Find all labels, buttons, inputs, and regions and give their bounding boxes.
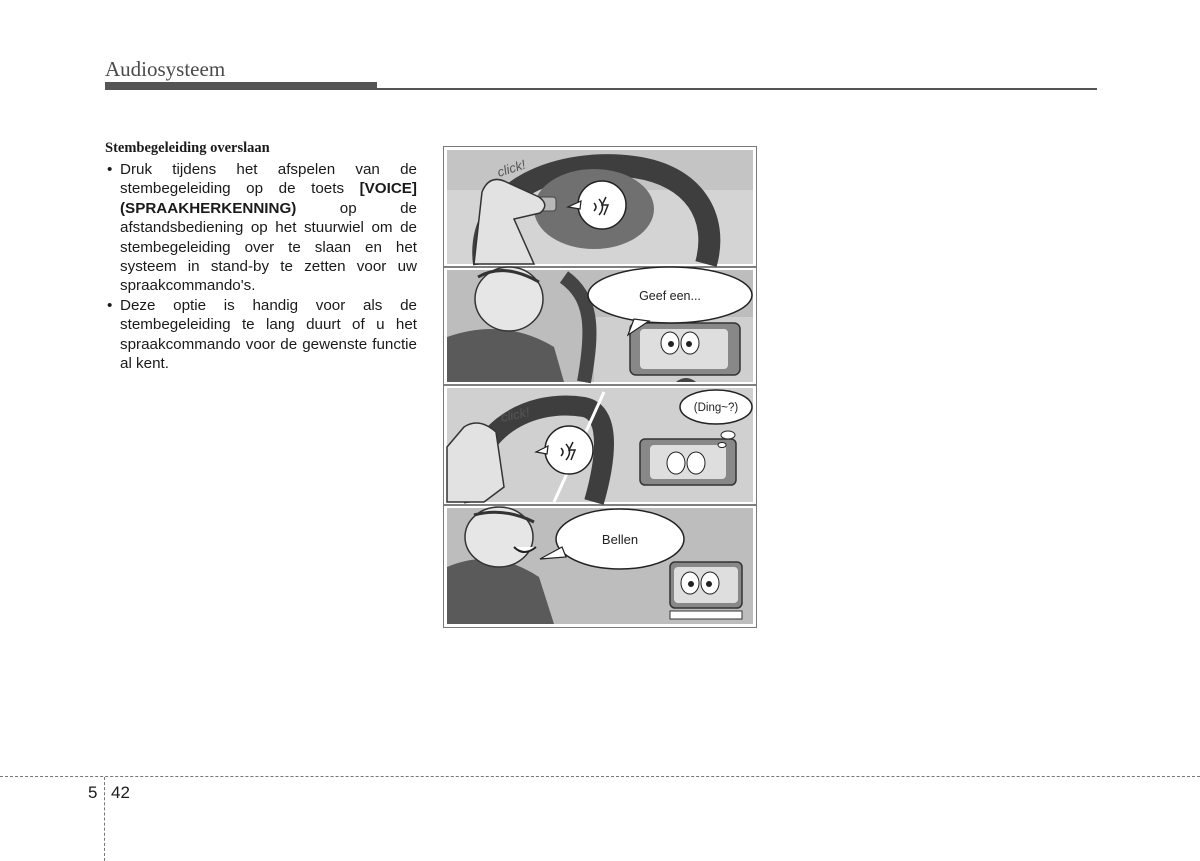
bullet1-text-after: op de afstandsbediening op het stuurwiel om de stembegeleiding over te slaan en het systeem in stand-by te zetten voor uw spraakcommando's. <box>120 199 417 295</box>
panel-4 <box>447 507 753 624</box>
panel-3 <box>447 388 753 502</box>
bullet2-text: Deze optie is handig voor als de stembegeleiding te lang duurt of u het spraakcommando voor de gewenste functie al kent. <box>120 296 417 373</box>
header-rule-thin <box>377 88 1097 90</box>
page-header-title: Audiosysteem <box>105 57 226 81</box>
bullet-list <box>105 160 417 373</box>
page-number: 42 <box>111 783 130 802</box>
comic-illustration <box>443 146 757 628</box>
footer-dashed-rule <box>0 776 1200 777</box>
click-label-3: click! <box>499 404 531 425</box>
bubble-text-ding: (Ding~?) <box>693 402 739 414</box>
section-title: Stembegeleiding overslaan <box>105 140 270 156</box>
panel-2 <box>447 267 753 382</box>
click-label-1: click! <box>495 156 528 180</box>
bullet1-text-before: Druk tijdens het afspelen van de stembegeleiding op de toets <box>120 161 417 198</box>
bullet-item-usefulness <box>105 296 417 374</box>
header-rule-thick <box>105 82 377 90</box>
driver-head-2 <box>475 267 543 331</box>
bubble-text-geef-een: Geef een... <box>639 289 701 303</box>
text-column <box>105 140 417 373</box>
bubble-text-bellen: Bellen <box>601 532 639 547</box>
chapter-number: 5 <box>88 783 98 802</box>
panel-1 <box>447 150 753 264</box>
footer-dashed-divider <box>104 777 105 861</box>
voice-key-label: [VOICE] (SPRAAKHERKENNING) <box>120 180 417 217</box>
bullet-item-voice-skip <box>105 160 417 296</box>
